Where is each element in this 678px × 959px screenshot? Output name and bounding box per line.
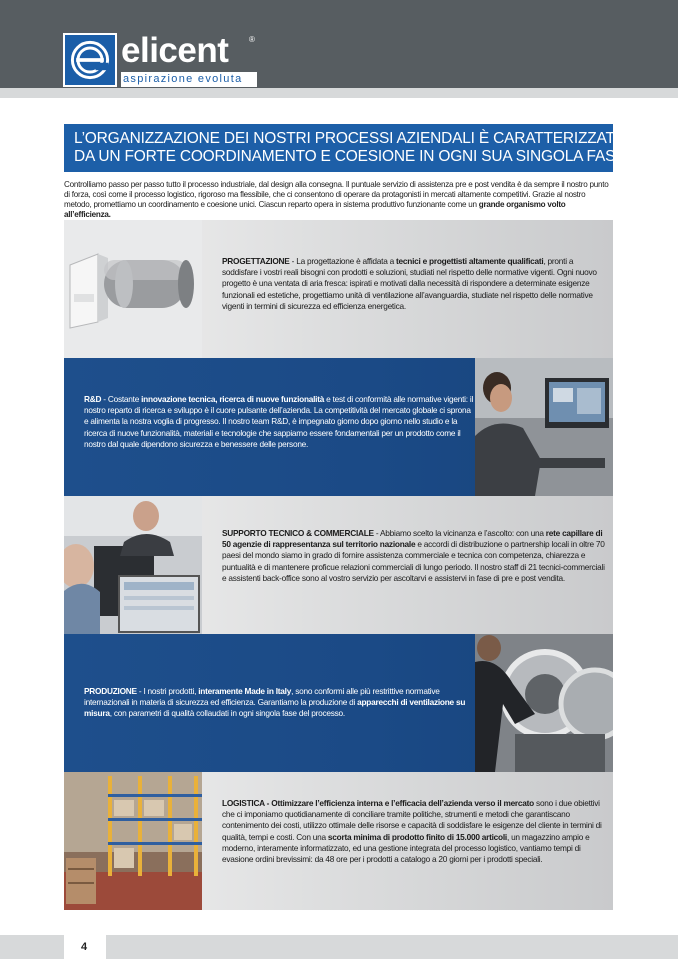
supporto-text [222,528,610,584]
title-line-2: DA UN FORTE COORDINAMENTO E COESIONE IN OGNI SUA SINGOLA FASE [74,148,626,165]
production-worker-image [475,634,613,772]
ventilation-unit-image [64,220,202,358]
supporto-bold-1: rete capillare di 50 agenzie di rappresentanza sul territorio nazionale [222,528,603,550]
engineer-at-computer-image [475,358,613,496]
rd-bold-1: innovazione tecnica, ricerca di nuove funzionalità [141,394,325,404]
logo-e-icon [63,33,117,87]
rd-text-1: - Costante [101,394,142,404]
produzione-text-1: - I nostri prodotti, [136,686,199,696]
supporto-text-2: e accordi di distribuzione o partnership locali in oltre 70 paesi del mondo siamo in grado di fornire assistenza commerciale e tecnica con competenza, chiarezza e puntualità e di mantenere proficue relazioni commerciali di lungo periodo. Il nostro staff di 21 tecnici-commerciali e assistenti back-office sono al vostro servizio per ascoltarvi e assistervi in fase di pre e post vendita. [222,539,605,583]
section-produzione [64,634,613,772]
logistica-text-2: , un magazzino ampio e moderno, interamente informatizzato, ed una gestione integrata del processo logistico, vantiamo tempi di evasione ordini brevissimi: da 48 ore per i prodotti a catalogo a 20 giorni per i prodotti speciali. [222,831,590,865]
warehouse-image [64,772,202,910]
brand-name: elicent [121,31,229,70]
logistica-text-1: sono i due obiettivi che ci imponiamo quotidianamente di conciliare tramite politiche, strumenti e metodi che garantiscano contenimento dei costi, utilizzo ottimale delle risorse e capacità di soddisfare le esigenze del cliente in termini di qualità, tempi e costi. Con una [222,798,602,842]
supporto-heading: SUPPORTO TECNICO & COMMERCIALE [222,528,374,538]
progettazione-text [222,256,610,312]
logistica-heading: LOGISTICA - Ottimizzare l’efficienza interna e l’efficacia dell’azienda verso il mercato [222,798,534,808]
rd-heading: R&D [84,394,102,404]
supporto-text-1: - Abbiamo scelto la vicinanza e l’ascolto: con una [373,528,546,538]
produzione-heading: PRODUZIONE [84,686,137,696]
rd-text [84,394,476,450]
page-title [64,124,626,172]
produzione-text-2: , sono conformi alle più restrittive normative internazionali in materia di sicurezza ed efficienza. Garantiamo la produzione di [84,686,440,708]
section-logistica [64,772,613,910]
page-number: 4 [64,935,106,959]
intro-bold: grande organismo volto all’efficienza. [64,200,566,219]
section-supporto [64,496,613,634]
support-team-image [64,496,202,634]
intro-text: Controlliamo passo per passo tutto il processo industriale, dal design alla consegna. Il puntuale servizio di assistenza pre e post vendita è da sempre il nostro punto di forza, così come il processo logistico, rigoroso ma flessibile, che ci consentono di operare da protagonisti in mercati altamente competitivi. Grazie al nostro metodo, promettiamo un coordinamento e coesione unici. Ciascun reparto opera in sistema produttivo funzionante come un [64,180,609,209]
section-rd [64,358,613,496]
header-stripe [0,88,678,98]
section-progettazione [64,220,613,358]
elicent-logo [63,33,258,87]
registered-mark: ® [249,35,255,44]
logistica-bold-1: scorta minima di prodotto finito di 15.000 articoli [327,831,507,842]
brand-tagline: aspirazione evoluta [121,72,257,87]
produzione-text [84,686,476,720]
progettazione-text-1: - La progettazione è affidata a [289,256,397,266]
produzione-text-3: , con parametri di qualità collaudati in ogni singola fase del processo. [109,708,345,719]
rd-text-2: e test di conformità alle normative vigenti: il nostro reparto di ricerca e sviluppo è il cuore pulsante dell’azienda. La competitività del mercato globale ci sprona e alimenta la nostra voglia di progresso. Il nostro team R&D, è impegnato giorno dopo giorno nello studio e la ricerca di nuove funzionalità, materiali e tecnologie che sappiamo essere fondamentali per un prodotto come il nostro dal quale dipendono sicurezza e benessere delle persone. [84,394,474,449]
title-line-1: L’ORGANIZZAZIONE DEI NOSTRI PROCESSI AZIENDALI È CARATTERIZZATA [74,130,624,147]
produzione-bold-1: interamente Made in Italy [198,686,292,696]
produzione-bold-2: apparecchi di ventilazione su misura [84,697,466,719]
intro-paragraph [64,180,614,220]
logistica-text [222,798,610,865]
progettazione-heading: PROGETTAZIONE [222,256,290,266]
progettazione-text-2: , pronti a soddisfare i vostri reali bisogni con prodotti e soluzioni, studiati nel rispetto delle normative vigenti. Ogni nuovo progetto è una ventata di aria fresca: ispirati e motivati dalla necessità di rispondere a determinate esigenze funzionali ed estetiche, progettiamo unità di ventilazione all’avanguardia, studiate nel rispetto delle normative vigenti in termini di sicurezza ed efficienza energetica. [222,256,597,311]
progettazione-bold-1: tecnici e progettisti altamente qualificati [396,256,544,266]
